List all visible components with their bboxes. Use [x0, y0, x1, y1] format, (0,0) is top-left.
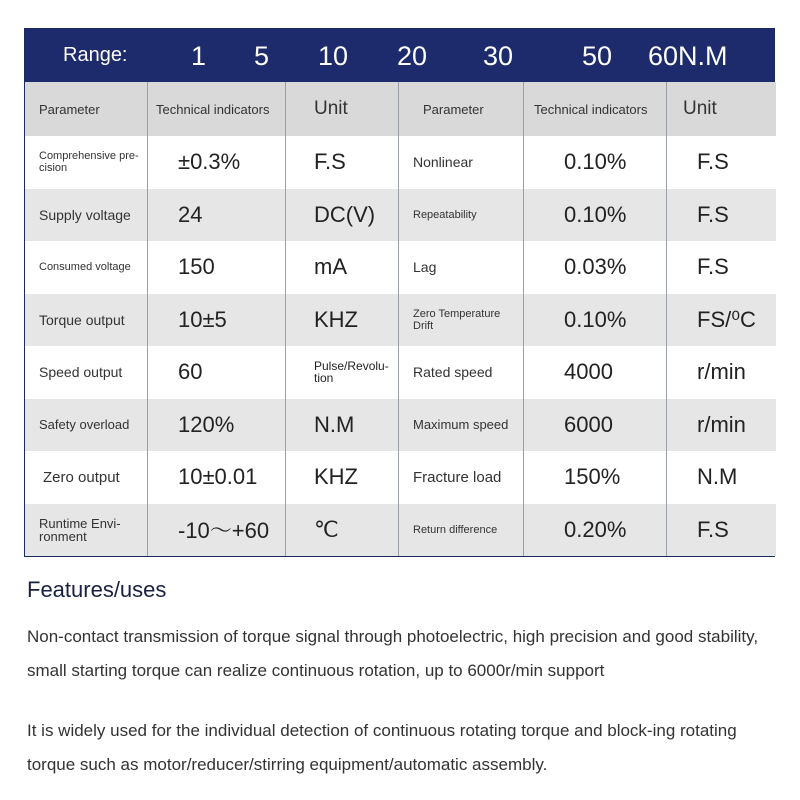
unit-cell: N.M	[286, 399, 399, 452]
header-unit: Unit	[286, 82, 399, 136]
unit-cell: F.S	[667, 136, 776, 189]
spec-table	[24, 28, 775, 557]
indicator-cell: 6000	[524, 399, 667, 452]
table-row	[25, 241, 774, 294]
range-value: 50	[582, 41, 613, 71]
unit-cell: N.M	[667, 451, 776, 504]
indicator-cell: 0.03%	[524, 241, 667, 294]
header-parameter: Parameter	[25, 82, 148, 136]
parameter-cell: Fracture load	[399, 451, 524, 504]
indicator-cell: 24	[148, 189, 286, 242]
parameter-cell: Maximum speed	[399, 399, 524, 452]
parameter-cell: Repeatability	[399, 189, 524, 242]
range-bar	[25, 29, 774, 82]
table-header-row	[25, 82, 774, 136]
parameter-cell: Torque output	[25, 294, 148, 347]
unit-cell: FS/⁰C	[667, 294, 776, 347]
table-row	[25, 399, 774, 452]
indicator-cell: 150%	[524, 451, 667, 504]
parameter-cell: Runtime Envi-ronment	[25, 504, 148, 557]
indicator-cell: 150	[148, 241, 286, 294]
table-row	[25, 451, 774, 504]
parameter-cell: Supply voltage	[25, 189, 148, 242]
range-value: 30	[483, 41, 514, 71]
indicator-cell: 120%	[148, 399, 286, 452]
table-row	[25, 346, 774, 399]
parameter-cell: Return difference	[399, 504, 524, 557]
features-paragraph-2: It is widely used for the individual detection of continuous rotating torque and block-ing rotating torque such as motor/reducer/stirring equipment/automatic assembly.	[27, 721, 737, 774]
parameter-cell: Zero Temperature Drift	[399, 294, 524, 347]
parameter-cell: Nonlinear	[399, 136, 524, 189]
indicator-cell: 10±5	[148, 294, 286, 347]
range-value: 10	[318, 41, 349, 71]
parameter-cell: Safety overload	[25, 399, 148, 452]
header-technical-indicators-2: Technical indicators	[524, 82, 667, 136]
indicator-cell: 0.10%	[524, 189, 667, 242]
indicator-cell: -10～+60	[148, 504, 286, 557]
indicator-cell: 0.20%	[524, 504, 667, 557]
indicator-cell: 4000	[524, 346, 667, 399]
unit-cell: r/min	[667, 399, 776, 452]
table-row	[25, 189, 774, 242]
unit-cell: r/min	[667, 346, 776, 399]
indicator-cell: 10±0.01	[148, 451, 286, 504]
header-parameter-2: Parameter	[399, 82, 524, 136]
unit-cell: mA	[286, 241, 399, 294]
range-value: 1	[191, 41, 207, 71]
indicator-cell: 0.10%	[524, 136, 667, 189]
parameter-cell: Speed output	[25, 346, 148, 399]
unit-cell: ℃	[286, 504, 399, 557]
unit-cell: F.S	[667, 504, 776, 557]
range-value: 5	[254, 41, 270, 71]
features-title: Features/uses	[27, 577, 167, 602]
header-unit-2: Unit	[667, 82, 776, 136]
parameter-cell: Zero output	[25, 451, 148, 504]
unit-cell: DC(V)	[286, 189, 399, 242]
table-row	[25, 294, 774, 347]
table-row	[25, 504, 774, 557]
header-technical-indicators: Technical indicators	[148, 82, 286, 136]
unit-cell: F.S	[667, 241, 776, 294]
table-row	[25, 136, 774, 189]
indicator-cell: ±0.3%	[148, 136, 286, 189]
range-label: Range:	[63, 44, 128, 66]
range-value: 60N.M	[648, 41, 728, 71]
features-paragraph-1: Non-contact transmission of torque signal through photoelectric, high precision and good stability, small starting torque can realize continuous rotation, up to 6000r/min support	[27, 627, 759, 680]
parameter-cell: Consumed voltage	[25, 241, 148, 294]
unit-cell: F.S	[667, 189, 776, 242]
unit-cell: KHZ	[286, 294, 399, 347]
indicator-cell: 60	[148, 346, 286, 399]
unit-cell: F.S	[286, 136, 399, 189]
parameter-cell: Rated speed	[399, 346, 524, 399]
unit-cell: Pulse/Revolu-tion	[286, 346, 399, 399]
unit-cell: KHZ	[286, 451, 399, 504]
parameter-cell: Lag	[399, 241, 524, 294]
parameter-cell: Comprehensive pre-cision	[25, 136, 148, 189]
indicator-cell: 0.10%	[524, 294, 667, 347]
range-value: 20	[397, 41, 428, 71]
